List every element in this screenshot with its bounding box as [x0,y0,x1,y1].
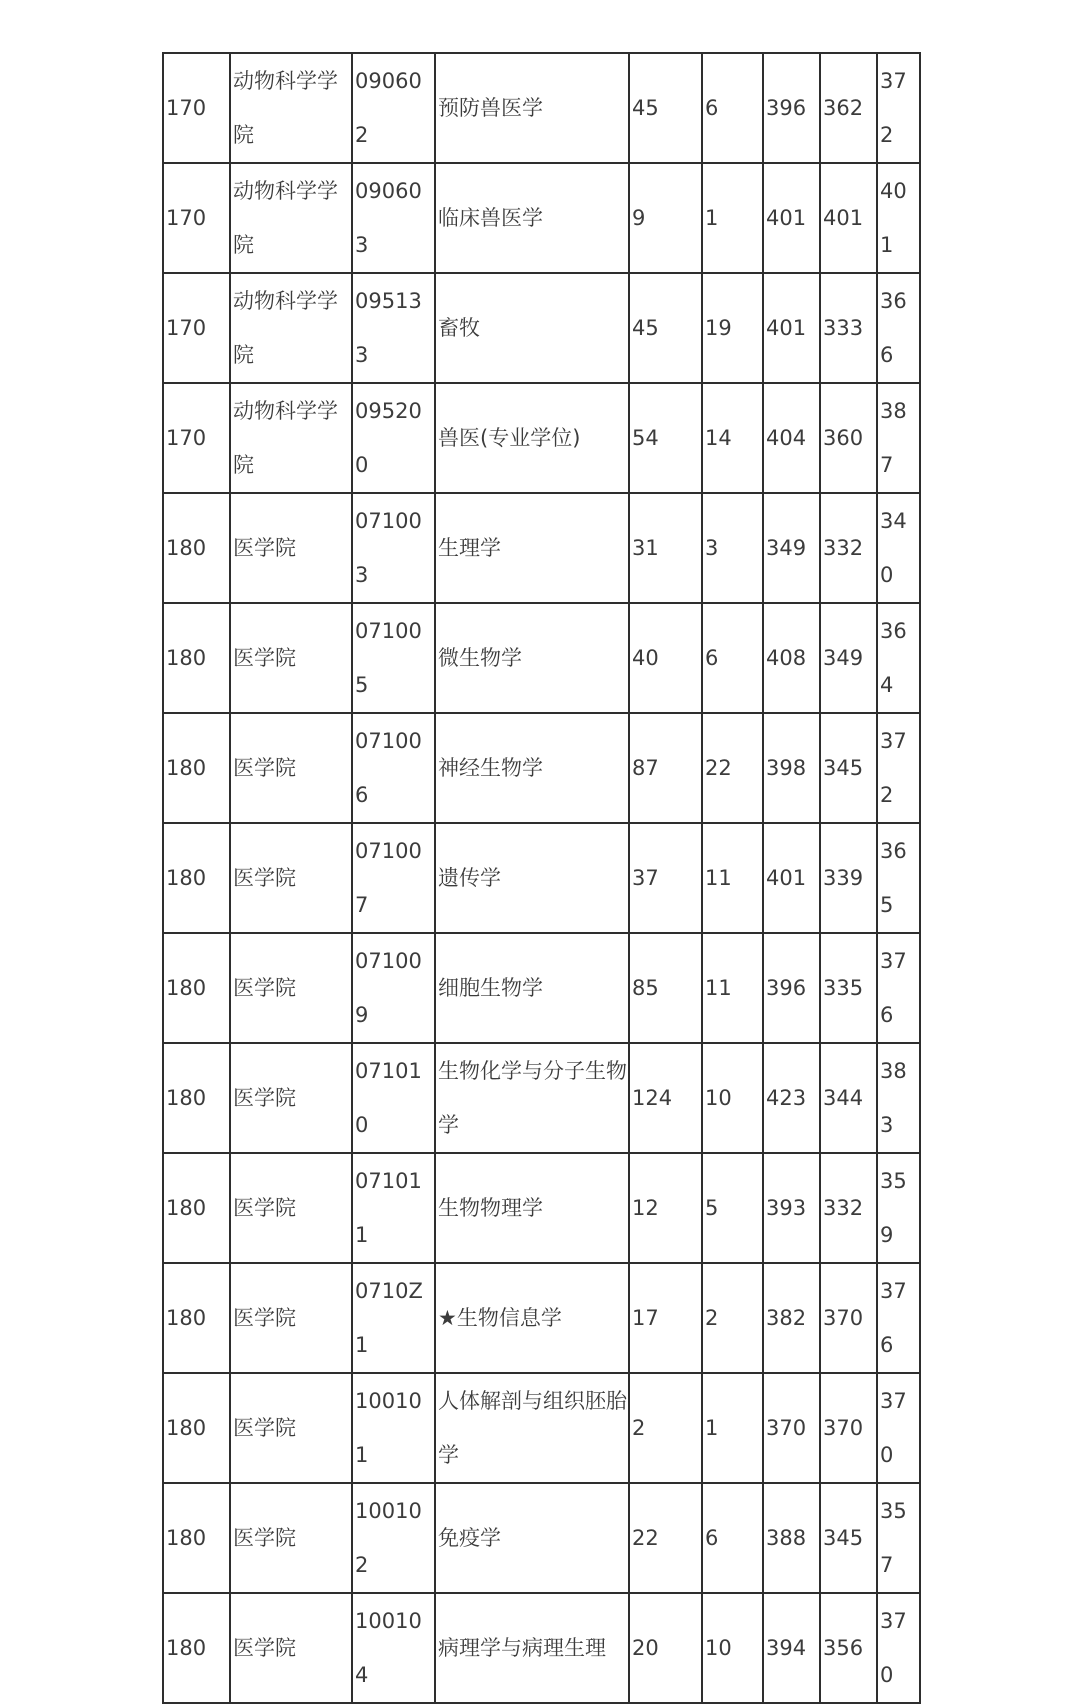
table-row [163,1593,920,1703]
count-a-cell: 9 [629,163,702,273]
college-code-cell: 180 [163,1043,230,1153]
count-a-cell: 45 [629,273,702,383]
college-name-cell: 动物科学学院 [230,383,352,493]
min-score-cell: 344 [820,1043,877,1153]
min-score-cell: 401 [820,163,877,273]
min-score-cell: 370 [820,1263,877,1373]
major-code-cell: 095200 [352,383,435,493]
table-row [163,273,920,383]
count-b-cell: 3 [702,493,763,603]
major-code-cell: 095133 [352,273,435,383]
major-name-cell: 神经生物学 [435,713,629,823]
min-score-cell: 335 [820,933,877,1043]
major-code-cell: 071009 [352,933,435,1043]
max-score-cell: 408 [763,603,820,713]
min-score-cell: 360 [820,383,877,493]
count-b-cell: 14 [702,383,763,493]
avg-score-cell: 370 [877,1593,920,1703]
college-name-cell: 动物科学学院 [230,53,352,163]
college-name-cell: 医学院 [230,1153,352,1263]
major-name-cell: 人体解剖与组织胚胎学 [435,1373,629,1483]
major-code-cell: 071006 [352,713,435,823]
avg-score-cell: 376 [877,1263,920,1373]
college-name-cell: 医学院 [230,1043,352,1153]
major-name-cell: 遗传学 [435,823,629,933]
college-name-cell: 医学院 [230,713,352,823]
major-code-cell: 071010 [352,1043,435,1153]
min-score-cell: 349 [820,603,877,713]
avg-score-cell: 401 [877,163,920,273]
college-name-cell: 动物科学学院 [230,273,352,383]
table-row [163,933,920,1043]
college-code-cell: 170 [163,53,230,163]
college-name-cell: 医学院 [230,1373,352,1483]
major-code-cell: 0710Z1 [352,1263,435,1373]
college-code-cell: 180 [163,1483,230,1593]
college-code-cell: 180 [163,603,230,713]
table-row [163,1043,920,1153]
min-score-cell: 333 [820,273,877,383]
count-b-cell: 5 [702,1153,763,1263]
college-code-cell: 180 [163,713,230,823]
count-b-cell: 11 [702,933,763,1043]
college-name-cell: 医学院 [230,603,352,713]
college-name-cell: 医学院 [230,493,352,603]
table-row [163,383,920,493]
avg-score-cell: 359 [877,1153,920,1263]
avg-score-cell: 372 [877,53,920,163]
major-name-cell: 畜牧 [435,273,629,383]
major-name-cell: 细胞生物学 [435,933,629,1043]
count-a-cell: 54 [629,383,702,493]
table-row [163,163,920,273]
count-b-cell: 19 [702,273,763,383]
college-code-cell: 180 [163,933,230,1043]
major-code-cell: 100101 [352,1373,435,1483]
count-b-cell: 1 [702,163,763,273]
major-name-cell: 兽医(专业学位) [435,383,629,493]
table-row [163,1263,920,1373]
table-row [163,713,920,823]
min-score-cell: 332 [820,493,877,603]
college-name-cell: 医学院 [230,1263,352,1373]
count-b-cell: 11 [702,823,763,933]
major-code-cell: 071005 [352,603,435,713]
avg-score-cell: 357 [877,1483,920,1593]
major-code-cell: 071003 [352,493,435,603]
max-score-cell: 401 [763,823,820,933]
count-a-cell: 85 [629,933,702,1043]
max-score-cell: 382 [763,1263,820,1373]
max-score-cell: 349 [763,493,820,603]
major-code-cell: 100104 [352,1593,435,1703]
max-score-cell: 401 [763,163,820,273]
avg-score-cell: 364 [877,603,920,713]
avg-score-cell: 370 [877,1373,920,1483]
table-row [163,1483,920,1593]
count-b-cell: 10 [702,1043,763,1153]
avg-score-cell: 376 [877,933,920,1043]
count-a-cell: 45 [629,53,702,163]
college-code-cell: 180 [163,1593,230,1703]
max-score-cell: 393 [763,1153,820,1263]
major-code-cell: 071011 [352,1153,435,1263]
table-row [163,1153,920,1263]
college-code-cell: 180 [163,1263,230,1373]
table-row [163,493,920,603]
major-name-cell: 生物物理学 [435,1153,629,1263]
count-a-cell: 40 [629,603,702,713]
table-row [163,603,920,713]
major-name-cell: 预防兽医学 [435,53,629,163]
avg-score-cell: 372 [877,713,920,823]
count-b-cell: 6 [702,603,763,713]
table-body [163,53,920,1703]
count-a-cell: 124 [629,1043,702,1153]
max-score-cell: 401 [763,273,820,383]
min-score-cell: 345 [820,1483,877,1593]
max-score-cell: 404 [763,383,820,493]
college-code-cell: 170 [163,273,230,383]
avg-score-cell: 365 [877,823,920,933]
max-score-cell: 388 [763,1483,820,1593]
count-a-cell: 12 [629,1153,702,1263]
count-b-cell: 6 [702,1483,763,1593]
college-name-cell: 医学院 [230,1483,352,1593]
min-score-cell: 370 [820,1373,877,1483]
count-a-cell: 37 [629,823,702,933]
avg-score-cell: 366 [877,273,920,383]
min-score-cell: 345 [820,713,877,823]
count-b-cell: 1 [702,1373,763,1483]
college-name-cell: 医学院 [230,1593,352,1703]
avg-score-cell: 340 [877,493,920,603]
max-score-cell: 396 [763,53,820,163]
count-b-cell: 10 [702,1593,763,1703]
count-b-cell: 22 [702,713,763,823]
college-code-cell: 170 [163,383,230,493]
min-score-cell: 339 [820,823,877,933]
table-row [163,53,920,163]
college-code-cell: 180 [163,823,230,933]
admission-score-table [162,52,921,1704]
min-score-cell: 356 [820,1593,877,1703]
major-name-cell: 临床兽医学 [435,163,629,273]
college-code-cell: 180 [163,493,230,603]
max-score-cell: 398 [763,713,820,823]
major-name-cell: 微生物学 [435,603,629,713]
count-a-cell: 31 [629,493,702,603]
count-a-cell: 22 [629,1483,702,1593]
max-score-cell: 423 [763,1043,820,1153]
major-code-cell: 100102 [352,1483,435,1593]
avg-score-cell: 383 [877,1043,920,1153]
major-name-cell: 免疫学 [435,1483,629,1593]
min-score-cell: 332 [820,1153,877,1263]
max-score-cell: 396 [763,933,820,1043]
count-a-cell: 17 [629,1263,702,1373]
count-a-cell: 2 [629,1373,702,1483]
college-code-cell: 180 [163,1153,230,1263]
college-name-cell: 医学院 [230,933,352,1043]
table-row [163,1373,920,1483]
count-b-cell: 6 [702,53,763,163]
max-score-cell: 370 [763,1373,820,1483]
major-code-cell: 090602 [352,53,435,163]
major-code-cell: 090603 [352,163,435,273]
major-code-cell: 071007 [352,823,435,933]
college-name-cell: 医学院 [230,823,352,933]
college-name-cell: 动物科学学院 [230,163,352,273]
count-b-cell: 2 [702,1263,763,1373]
max-score-cell: 394 [763,1593,820,1703]
count-a-cell: 20 [629,1593,702,1703]
major-name-cell: 生物化学与分子生物学 [435,1043,629,1153]
major-name-cell: ★生物信息学 [435,1263,629,1373]
college-code-cell: 170 [163,163,230,273]
avg-score-cell: 387 [877,383,920,493]
major-name-cell: 生理学 [435,493,629,603]
college-code-cell: 180 [163,1373,230,1483]
count-a-cell: 87 [629,713,702,823]
major-name-cell: 病理学与病理生理 [435,1593,629,1703]
table-row [163,823,920,933]
min-score-cell: 362 [820,53,877,163]
